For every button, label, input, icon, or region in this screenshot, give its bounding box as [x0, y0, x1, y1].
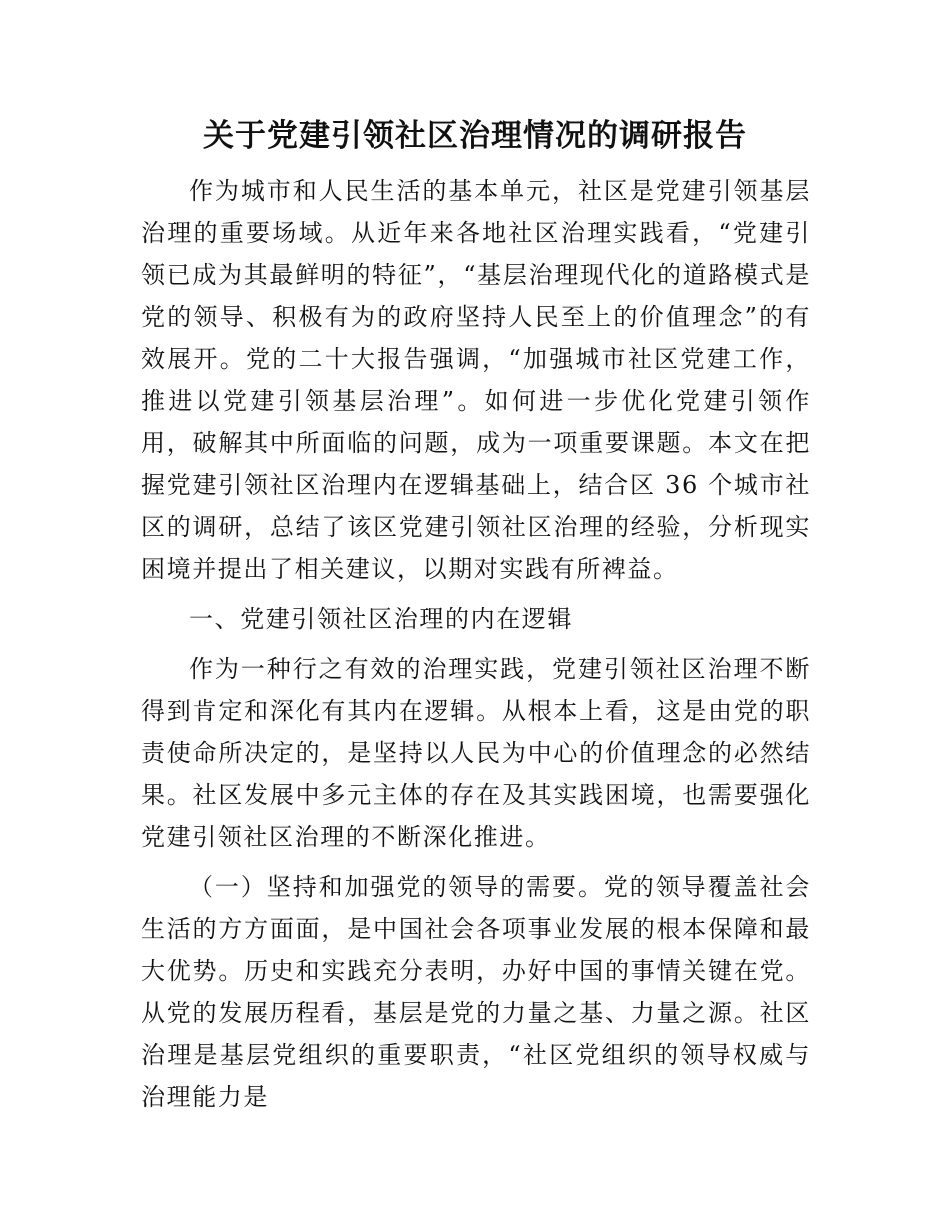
document-title: 关于党建引领社区治理情况的调研报告: [203, 118, 747, 154]
section-heading-1: 一、党建引领社区治理的内在逻辑: [189, 605, 573, 633]
section-1-paragraph: 作为一种行之有效的治理实践，党建引领社区治理不断得到肯定和深化有其内在逻辑。从根本上看，这是由党的职责使命所决定的，是坚持以人民为中心的价值理念的必然结果。社区发展中多元主体的存在及其实践困境，也需要强化党建引领社区治理的不断深化推进。: [141, 655, 811, 851]
document-body: [141, 170, 811, 1126]
intro-paragraph: 作为城市和人民生活的基本单元，社区是党建引领基层治理的重要场域。从近年来各地社区治理实践看，“党建引领已成为其最鲜明的特征”，“基层治理现代化的道路模式是党的领导、积极有为的政府坚持人民至上的价值理念”的有效展开。党的二十大报告强调，“加强城市社区党建工作，推进以党建引领基层治理”。如何进一步优化党建引领作用，破解其中所面临的问题，成为一项重要课题。本文在把握党建引领社区治理内在逻辑基础上，结合区 36 个城市社区的调研，总结了该区党建引领社区治理的经验，分析现实困境并提出了相关建议，以期对实践有所裨益。: [141, 177, 811, 583]
subsection-1-paragraph: （一）坚持和加强党的领导的需要。党的领导覆盖社会生活的方方面面，是中国社会各项事业发展的根本保障和最大优势。历史和实践充分表明，办好中国的事情关键在党。从党的发展历程看，基层是党的力量之基、力量之源。社区治理是基层党组织的重要职责，“社区党组织的领导权威与治理能力是: [141, 873, 811, 1111]
